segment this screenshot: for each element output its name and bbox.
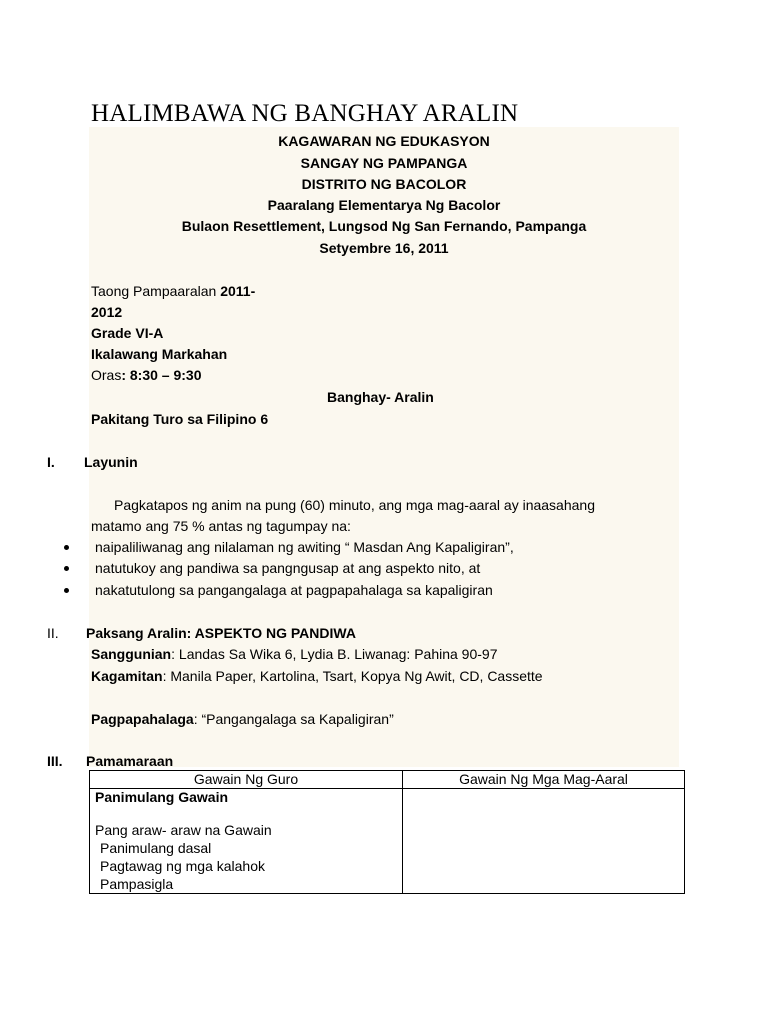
section3-numeral: III. bbox=[47, 753, 63, 769]
school-year-value: 2011- bbox=[220, 283, 256, 299]
teacher-activity-cell bbox=[90, 789, 403, 894]
objective-item: naipaliliwanag ang nilalaman ng awiting “ Masdan Ang Kapaligiran”, bbox=[95, 539, 514, 555]
school-year-value-cont: 2012 bbox=[91, 304, 123, 320]
materials-value: : Manila Paper, Kartolina, Tsart, Kopya Ng Awit, CD, Cassette bbox=[162, 668, 543, 684]
document-title: HALIMBAWA NG BANGHAY ARALIN bbox=[91, 100, 519, 127]
grade-section: Grade VI-A bbox=[91, 325, 164, 341]
list-item: Pampasigla bbox=[100, 876, 174, 892]
reference-value: : Landas Sa Wika 6, Lydia B. Liwanag: Pahina 90-97 bbox=[171, 646, 498, 662]
section2-heading bbox=[86, 625, 356, 642]
reference-label: Sanggunian bbox=[91, 646, 172, 662]
bullet-icon bbox=[64, 566, 69, 571]
section1-numeral: I. bbox=[47, 454, 55, 470]
header-address: Bulaon Resettlement, Lungsod Ng San Fernando, Pampanga bbox=[181, 218, 587, 234]
values-integration bbox=[91, 711, 394, 728]
objective-item: nakatutulong sa pangangalaga at pagpapahalaga sa kapaligiran bbox=[95, 582, 493, 598]
subject: Pakitang Turo sa Filipino 6 bbox=[91, 411, 269, 427]
section1-heading: Layunin bbox=[84, 454, 138, 470]
section2-heading-label: Paksang Aralin bbox=[86, 625, 187, 641]
column-header-teacher: Gawain Ng Guro bbox=[90, 771, 403, 789]
header-division: SANGAY NG PAMPANGA bbox=[300, 155, 468, 171]
column-header-students: Gawain Ng Mga Mag-Aaral bbox=[403, 771, 685, 789]
objective-item: natutukoy ang pandiwa sa pangngusap at ang aspekto nito, at bbox=[95, 560, 481, 576]
values-label: Pagpapahalaga bbox=[91, 711, 194, 727]
materials-label: Kagamitan bbox=[91, 668, 163, 684]
school-year-label: Taong Pampaaralan bbox=[91, 283, 221, 299]
section3-heading: Pamamaraan bbox=[86, 753, 174, 769]
list-item: Pagtawag ng mga kalahok bbox=[100, 858, 265, 874]
student-activity-cell bbox=[403, 789, 685, 894]
section1-intro-line2: matamo ang 75 % antas ng tagumpay na: bbox=[91, 518, 351, 534]
section1-intro-line1: Pagkatapos ng anim na pung (60) minuto, ang mga mag-aaral ay inaasahang bbox=[114, 497, 595, 513]
time-label: Oras bbox=[91, 367, 122, 383]
header-district: DISTRITO NG BACOLOR bbox=[301, 176, 467, 192]
quarter: Ikalawang Markahan bbox=[91, 346, 228, 362]
header-department: KAGAWARAN NG EDUKASYON bbox=[278, 133, 490, 149]
header-date: Setyembre 16, 2011 bbox=[319, 240, 449, 256]
school-year bbox=[91, 283, 255, 300]
section2-heading-value: : ASPEKTO NG PANDIWA bbox=[186, 625, 356, 641]
list-item: Panimulang dasal bbox=[100, 840, 212, 856]
section2-numeral: II. bbox=[47, 625, 59, 641]
time-value: : 8:30 – 9:30 bbox=[121, 367, 202, 383]
bullet-icon bbox=[64, 588, 69, 593]
values-value: : “Pangangalaga sa Kapaligiran” bbox=[193, 711, 394, 727]
table-header-row bbox=[90, 771, 685, 789]
materials bbox=[91, 668, 543, 685]
cell-subheading: Pang araw- araw na Gawain bbox=[95, 822, 272, 838]
table-row bbox=[90, 789, 685, 894]
plan-title: Banghay- Aralin bbox=[327, 389, 434, 405]
reference bbox=[91, 646, 497, 663]
time bbox=[91, 367, 202, 384]
cell-heading: Panimulang Gawain bbox=[95, 789, 229, 805]
header-school: Paaralang Elementarya Ng Bacolor bbox=[267, 197, 501, 213]
bullet-icon bbox=[64, 545, 69, 550]
procedure-table bbox=[89, 770, 685, 894]
